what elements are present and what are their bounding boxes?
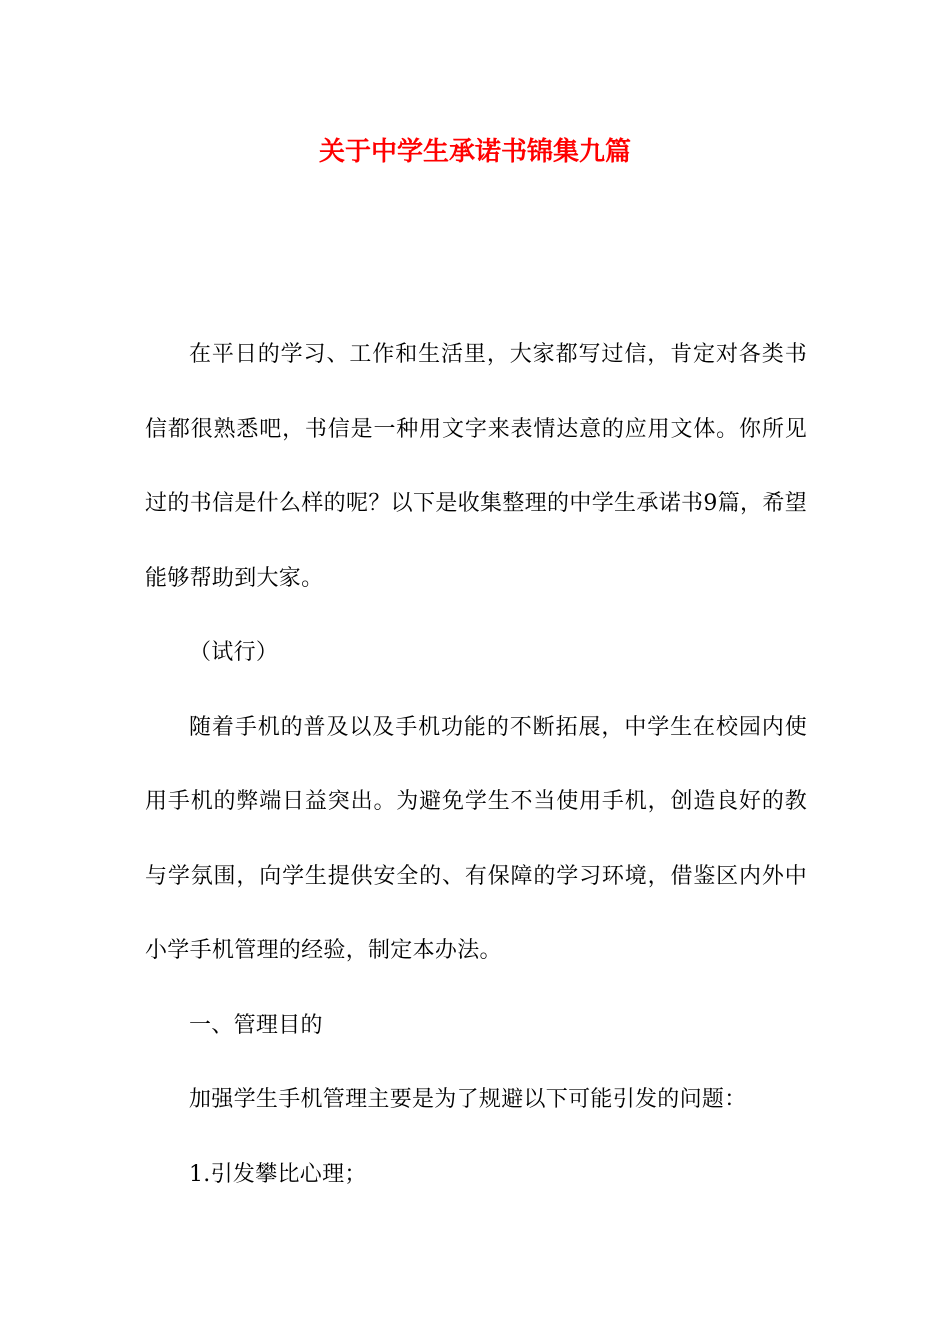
- purpose-intro-paragraph: 加强学生手机管理主要是为了规避以下可能引发的问题：: [189, 1087, 747, 1112]
- document-body: [145, 318, 807, 1212]
- intro-paragraph: 在平日的学习、工作和生活里，大家都写过信，肯定对各类书信都很熟悉吧，书信是一种用文字来表情达意的应用文体。你所见过的书信是什么样的呢？以下是收集整理的中学生承诺书9篇，希望能够帮助到大家。: [145, 342, 807, 591]
- background-paragraph: 随着手机的普及以及手机功能的不断拓展，中学生在校园内使用手机的弊端日益突出。为避免学生不当使用手机，创造良好的教与学氛围，向学生提供安全的、有保障的学习环境，借鉴区内外中小学手机管理的经验，制定本办法。: [145, 714, 807, 963]
- list-item-1: 1.引发攀比心理；: [189, 1161, 367, 1187]
- section-heading-management-purpose: 一、管理目的: [189, 1012, 323, 1038]
- document-title: 关于中学生承诺书锦集九篇: [318, 137, 631, 167]
- trial-note: （试行）: [189, 640, 279, 665]
